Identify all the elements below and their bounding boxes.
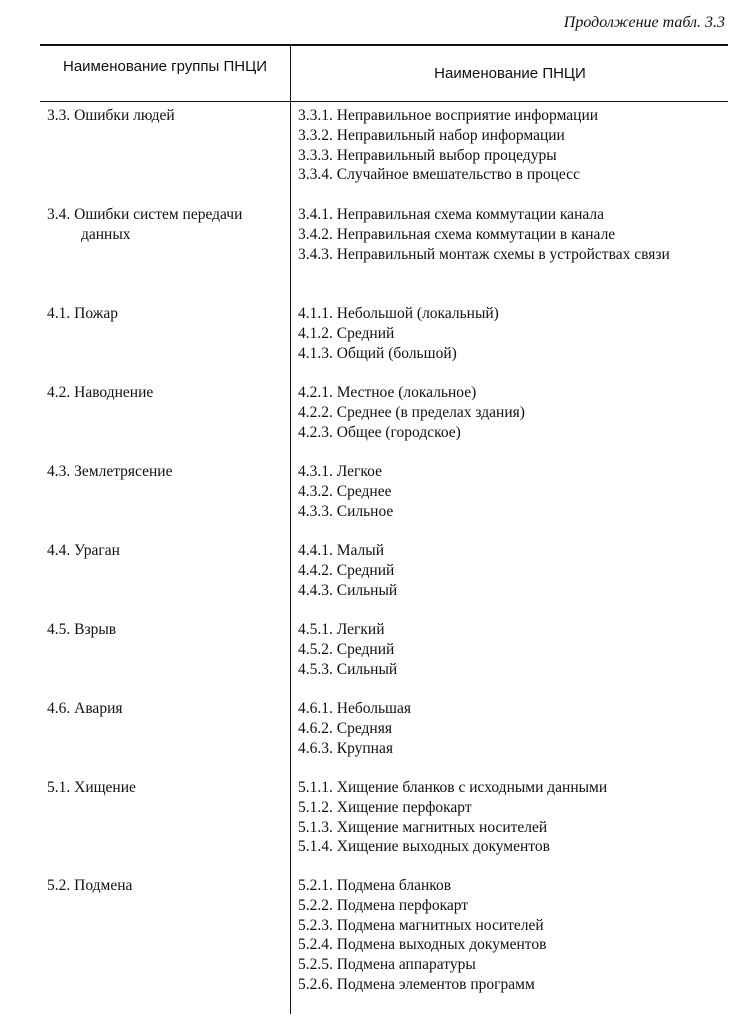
table-item: 4.2.3. Общее (городское) bbox=[298, 423, 461, 441]
group-items bbox=[298, 383, 726, 442]
table-top-rule bbox=[40, 44, 728, 46]
table-item: 5.2.6. Подмена элементов программ bbox=[298, 975, 535, 993]
group-items bbox=[298, 620, 726, 679]
column-divider bbox=[290, 44, 291, 1014]
table-item: 5.2.3. Подмена магнитных носителей bbox=[298, 916, 544, 934]
group-label: 4.5. Взрыв bbox=[47, 621, 117, 638]
group-label: 4.6. Авария bbox=[47, 700, 123, 717]
group-label: 3.4. Ошибки систем передачи данных bbox=[47, 206, 243, 243]
table-item: 4.2.2. Среднее (в пределах здания) bbox=[298, 403, 525, 421]
table-item: 4.1.3. Общий (большой) bbox=[298, 344, 457, 362]
group-label: 3.3. Ошибки людей bbox=[47, 107, 175, 124]
table-item: 4.5.1. Легкий bbox=[298, 621, 385, 638]
group-label: 4.3. Землетрясение bbox=[47, 463, 173, 480]
column-header-item: Наименование ПНЦИ bbox=[434, 65, 586, 82]
table-header-rule bbox=[40, 101, 728, 102]
column-header-group: Наименование группы ПНЦИ bbox=[63, 58, 267, 75]
table-item: 4.1.1. Небольшой (локальный) bbox=[298, 305, 499, 322]
table-item: 4.1.2. Средний bbox=[298, 324, 395, 342]
table-item: 4.6.3. Крупная bbox=[298, 739, 393, 757]
table-item: 4.3.1. Легкое bbox=[298, 463, 382, 480]
table-item: 3.3.2. Неправильный набор информации bbox=[298, 126, 565, 144]
group-items bbox=[298, 462, 726, 521]
group-items bbox=[298, 106, 726, 185]
table-item: 4.6.2. Средняя bbox=[298, 719, 392, 737]
table-item: 4.5.3. Сильный bbox=[298, 660, 398, 678]
group-items bbox=[298, 205, 726, 264]
group-label: 5.2. Подмена bbox=[47, 877, 133, 894]
table-item: 3.3.1. Неправильное восприятие информации bbox=[298, 107, 599, 124]
table-item: 4.3.3. Сильное bbox=[298, 502, 394, 520]
group-items bbox=[298, 541, 726, 600]
table-item: 3.4.3. Неправильный монтаж схемы в устройствах связи bbox=[298, 245, 670, 263]
group-label: 5.1. Хищение bbox=[47, 779, 136, 796]
table-item: 3.3.4. Случайное вмешательство в процесс bbox=[298, 166, 580, 184]
table-item: 5.1.4. Хищение выходных документов bbox=[298, 838, 550, 856]
table-item: 5.1.2. Хищение перфокарт bbox=[298, 798, 472, 816]
table-item: 3.4.1. Неправильная схема коммутации канала bbox=[298, 206, 604, 223]
group-items bbox=[298, 876, 726, 995]
table-item: 4.6.1. Небольшая bbox=[298, 700, 412, 717]
table-item: 5.2.5. Подмена аппаратуры bbox=[298, 956, 476, 974]
table-item: 4.4.2. Средний bbox=[298, 561, 395, 579]
group-items bbox=[298, 699, 726, 758]
group-items bbox=[298, 778, 726, 857]
group-label: 4.2. Наводнение bbox=[47, 384, 154, 401]
group-label: 4.1. Пожар bbox=[47, 305, 119, 322]
table-item: 4.2.1. Местное (локальное) bbox=[298, 384, 477, 401]
group-items bbox=[298, 304, 726, 363]
table-item: 5.1.1. Хищение бланков с исходными данными bbox=[298, 779, 608, 796]
table-item: 4.4.3. Сильный bbox=[298, 581, 398, 599]
table-item: 4.3.2. Среднее bbox=[298, 482, 392, 500]
table-item: 5.2.1. Подмена бланков bbox=[298, 877, 452, 894]
table-item: 5.2.2. Подмена перфокарт bbox=[298, 896, 469, 914]
table-item: 4.5.2. Средний bbox=[298, 640, 395, 658]
table-item: 5.1.3. Хищение магнитных носителей bbox=[298, 818, 548, 836]
table-item: 4.4.1. Малый bbox=[298, 542, 384, 559]
group-label: 4.4. Ураган bbox=[47, 542, 120, 559]
table-item: 3.3.3. Неправильный выбор процедуры bbox=[298, 146, 557, 164]
table-caption: Продолжение табл. 3.3 bbox=[563, 14, 725, 31]
table-item: 3.4.2. Неправильная схема коммутации в канале bbox=[298, 225, 616, 243]
table-item: 5.2.4. Подмена выходных документов bbox=[298, 936, 547, 954]
